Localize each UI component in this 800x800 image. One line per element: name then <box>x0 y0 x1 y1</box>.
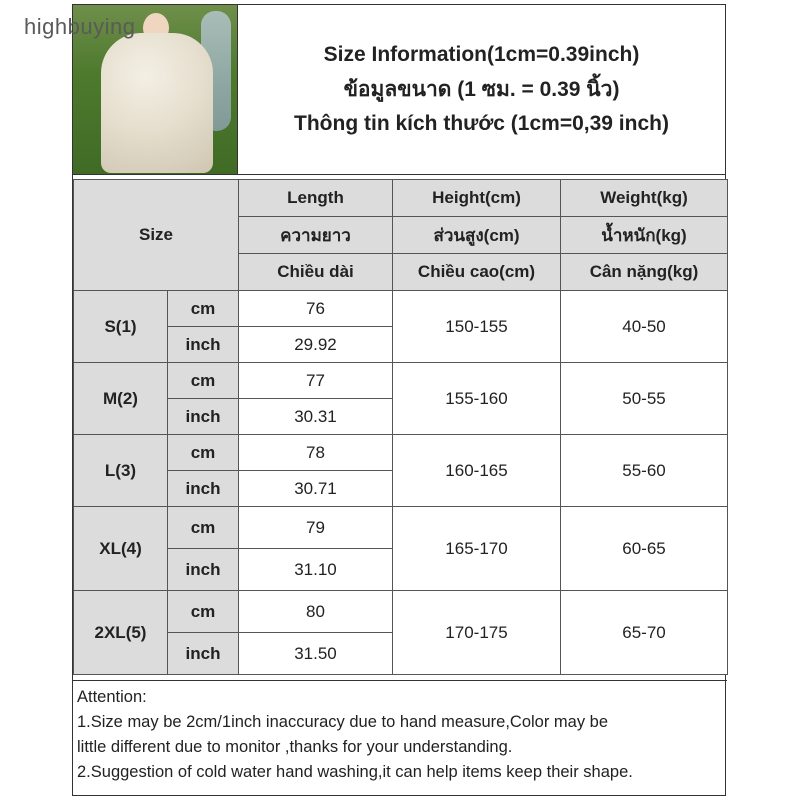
height-range: 170-175 <box>393 591 561 675</box>
weight-range: 60-65 <box>561 507 728 591</box>
length-inch: 29.92 <box>239 327 393 363</box>
attention-line-1: 1.Size may be 2cm/1inch inaccuracy due to hand measure,Color may be <box>77 713 609 731</box>
weight-range: 55-60 <box>561 435 728 507</box>
col-length-en: Length <box>239 180 393 217</box>
col-height-en: Height(cm) <box>393 180 561 217</box>
length-inch: 30.31 <box>239 399 393 435</box>
unit-inch: inch <box>168 399 239 435</box>
size-table <box>73 179 728 675</box>
header-vietnamese: Thông tin kích thước (1cm=0,39 inch) <box>294 112 669 135</box>
photo-dress-shape <box>101 33 213 173</box>
size-label: 2XL(5) <box>74 591 168 675</box>
length-inch: 31.50 <box>239 633 393 675</box>
table-row <box>74 291 728 327</box>
size-chart-sheet <box>72 4 726 796</box>
table-row <box>74 591 728 633</box>
size-label: M(2) <box>74 363 168 435</box>
col-length-vi: Chiều dài <box>239 254 393 291</box>
attention-title: Attention: <box>77 688 147 706</box>
watermark: highbuying <box>24 14 136 39</box>
size-information-header <box>238 5 725 175</box>
unit-cm: cm <box>168 507 239 549</box>
weight-range: 65-70 <box>561 591 728 675</box>
length-cm: 79 <box>239 507 393 549</box>
unit-inch: inch <box>168 471 239 507</box>
weight-range: 40-50 <box>561 291 728 363</box>
table-row <box>74 363 728 399</box>
unit-inch: inch <box>168 633 239 675</box>
col-length-th: ความยาว <box>239 217 393 254</box>
length-cm: 78 <box>239 435 393 471</box>
size-label: L(3) <box>74 435 168 507</box>
height-range: 160-165 <box>393 435 561 507</box>
col-weight-th: น้ำหนัก(kg) <box>561 217 728 254</box>
length-cm: 76 <box>239 291 393 327</box>
height-range: 165-170 <box>393 507 561 591</box>
height-range: 150-155 <box>393 291 561 363</box>
col-height-th: ส่วนสูง(cm) <box>393 217 561 254</box>
header-english: Size Information(1cm=0.39inch) <box>323 43 640 66</box>
col-weight-vi: Cân nặng(kg) <box>561 254 728 291</box>
unit-cm: cm <box>168 591 239 633</box>
unit-cm: cm <box>168 363 239 399</box>
col-weight-en: Weight(kg) <box>561 180 728 217</box>
size-label: XL(4) <box>74 507 168 591</box>
size-label: S(1) <box>74 291 168 363</box>
attention-line-3: 2.Suggestion of cold water hand washing,it can help items keep their shape. <box>77 763 633 781</box>
unit-cm: cm <box>168 291 239 327</box>
height-range: 155-160 <box>393 363 561 435</box>
weight-range: 50-55 <box>561 363 728 435</box>
table-row <box>74 435 728 471</box>
header-thai: ข้อมูลขนาด (1 ซม. = 0.39 นิ้ว) <box>343 78 620 101</box>
length-inch: 31.10 <box>239 549 393 591</box>
unit-inch: inch <box>168 327 239 363</box>
length-cm: 77 <box>239 363 393 399</box>
size-header: Size <box>74 180 239 291</box>
unit-inch: inch <box>168 549 239 591</box>
unit-cm: cm <box>168 435 239 471</box>
length-cm: 80 <box>239 591 393 633</box>
attention-line-2: little different due to monitor ,thanks for your understanding. <box>77 738 513 756</box>
attention-notes <box>73 680 727 797</box>
table-row <box>74 507 728 549</box>
length-inch: 30.71 <box>239 471 393 507</box>
col-height-vi: Chiều cao(cm) <box>393 254 561 291</box>
